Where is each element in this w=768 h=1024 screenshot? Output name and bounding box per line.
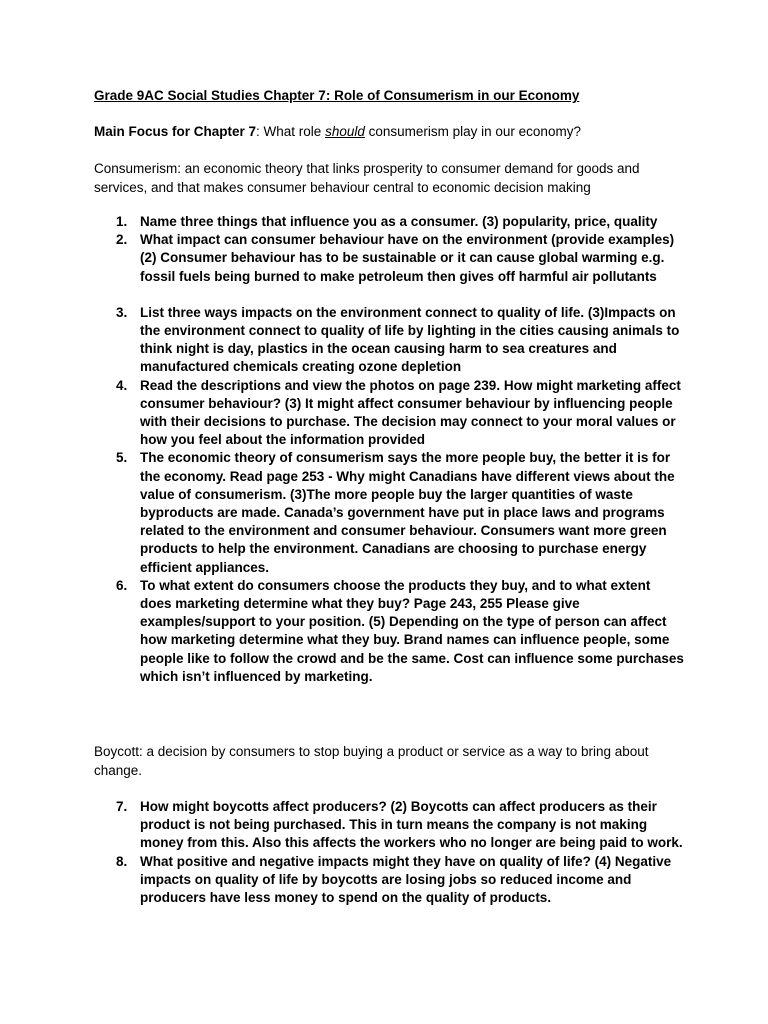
main-focus-label: Main Focus for Chapter 7 — [94, 124, 257, 139]
consumerism-definition: Consumerism: an economic theory that links prosperity to consumer demand for goods and services, and that makes consumer behaviour central to economic decision making — [94, 161, 640, 195]
main-focus-prefix: : What role — [256, 124, 326, 139]
question-text: What positive and negative impacts might they have on quality of life? (4) Negative impacts on quality of life by boycotts are losing jobs so reduced income and producers have less money to spend on the quality of products. — [140, 853, 672, 906]
question-text: To what extent do consumers choose the products they buy, and to what extent does marketing determine what they buy? Page 243, 255 Please give examples/support to your position. (5) Depending on the type of person can affect how marketing determine what they buy. Brand names can influence people, some people like to follow the crowd and be the same. Cost can influence some purchases which isn’t influenced by marketing. — [140, 577, 684, 684]
question-number: 1. — [116, 214, 128, 229]
question-list — [94, 213, 684, 686]
question-item — [94, 577, 684, 686]
question-item — [94, 853, 684, 908]
question-number: 2. — [116, 232, 128, 248]
question-text: How might boycotts affect producers? (2) Boycotts can affect producers as their product is not being purchased. This in turn means the company is not making money from this. Also this affects the workers who no longer are being paid to work. — [140, 799, 683, 851]
question-text: List three ways impacts on the environment connect to quality of life. (3)Impacts on the environment connect to quality of life by lighting in the cities causing animals to think night is day, plastics in the ocean causing harm to sea creatures and manufactured chemicals creating ozone depletion — [140, 304, 680, 375]
question-number: 4. — [116, 377, 128, 393]
question-number: 6. — [116, 577, 128, 593]
question-number: 7. — [116, 799, 128, 814]
main-focus-suffix: consumerism play in our economy? — [364, 124, 581, 139]
document-title: Grade 9AC Social Studies Chapter 7: Role of Consumerism in our Economy — [94, 88, 580, 103]
question-text: Read the descriptions and view the photos on page 239. How might marketing affect consumer behaviour? (3) It might affect consumer behaviour by influencing people with their decisions to purchase. The decision may connect to your moral values or how you feel about the information provided — [140, 377, 681, 448]
question-number: 5. — [116, 450, 128, 466]
main-focus — [94, 123, 581, 141]
question-list — [94, 798, 684, 907]
boycott-definition: Boycott: a decision by consumers to stop buying a product or service as a way to bring about change. — [94, 744, 649, 778]
question-text: What impact can consumer behaviour have on the environment (provide examples) (2) Consumer behaviour has to be sustainable or it can cause global warming e.g. fossil fuels being burned to make petroleum then gives off harmful air pollutants — [140, 232, 675, 284]
question-number: 8. — [116, 853, 128, 869]
question-number: 3. — [116, 304, 128, 320]
question-text: The economic theory of consumerism says the more people buy, the better it is for the economy. Read page 253 - Why might Canadians have different views about the value of consumerism. (3)The more people buy the larger quantities of waste byproducts are made. Canada’s government have put in place laws and programs related to the environment and consumer behaviour. Consumers want more green products to help the environment. Canadians are choosing to purchase energy efficient appliances. — [140, 450, 675, 575]
question-item — [94, 231, 684, 286]
question-item — [94, 304, 684, 377]
question-text: Name three things that influence you as a consumer. (3) popularity, price, quality — [140, 214, 658, 229]
question-item — [94, 449, 684, 576]
question-item — [94, 798, 684, 853]
question-item — [94, 213, 684, 231]
main-focus-emphasis: should — [325, 124, 365, 139]
question-item — [94, 377, 684, 450]
